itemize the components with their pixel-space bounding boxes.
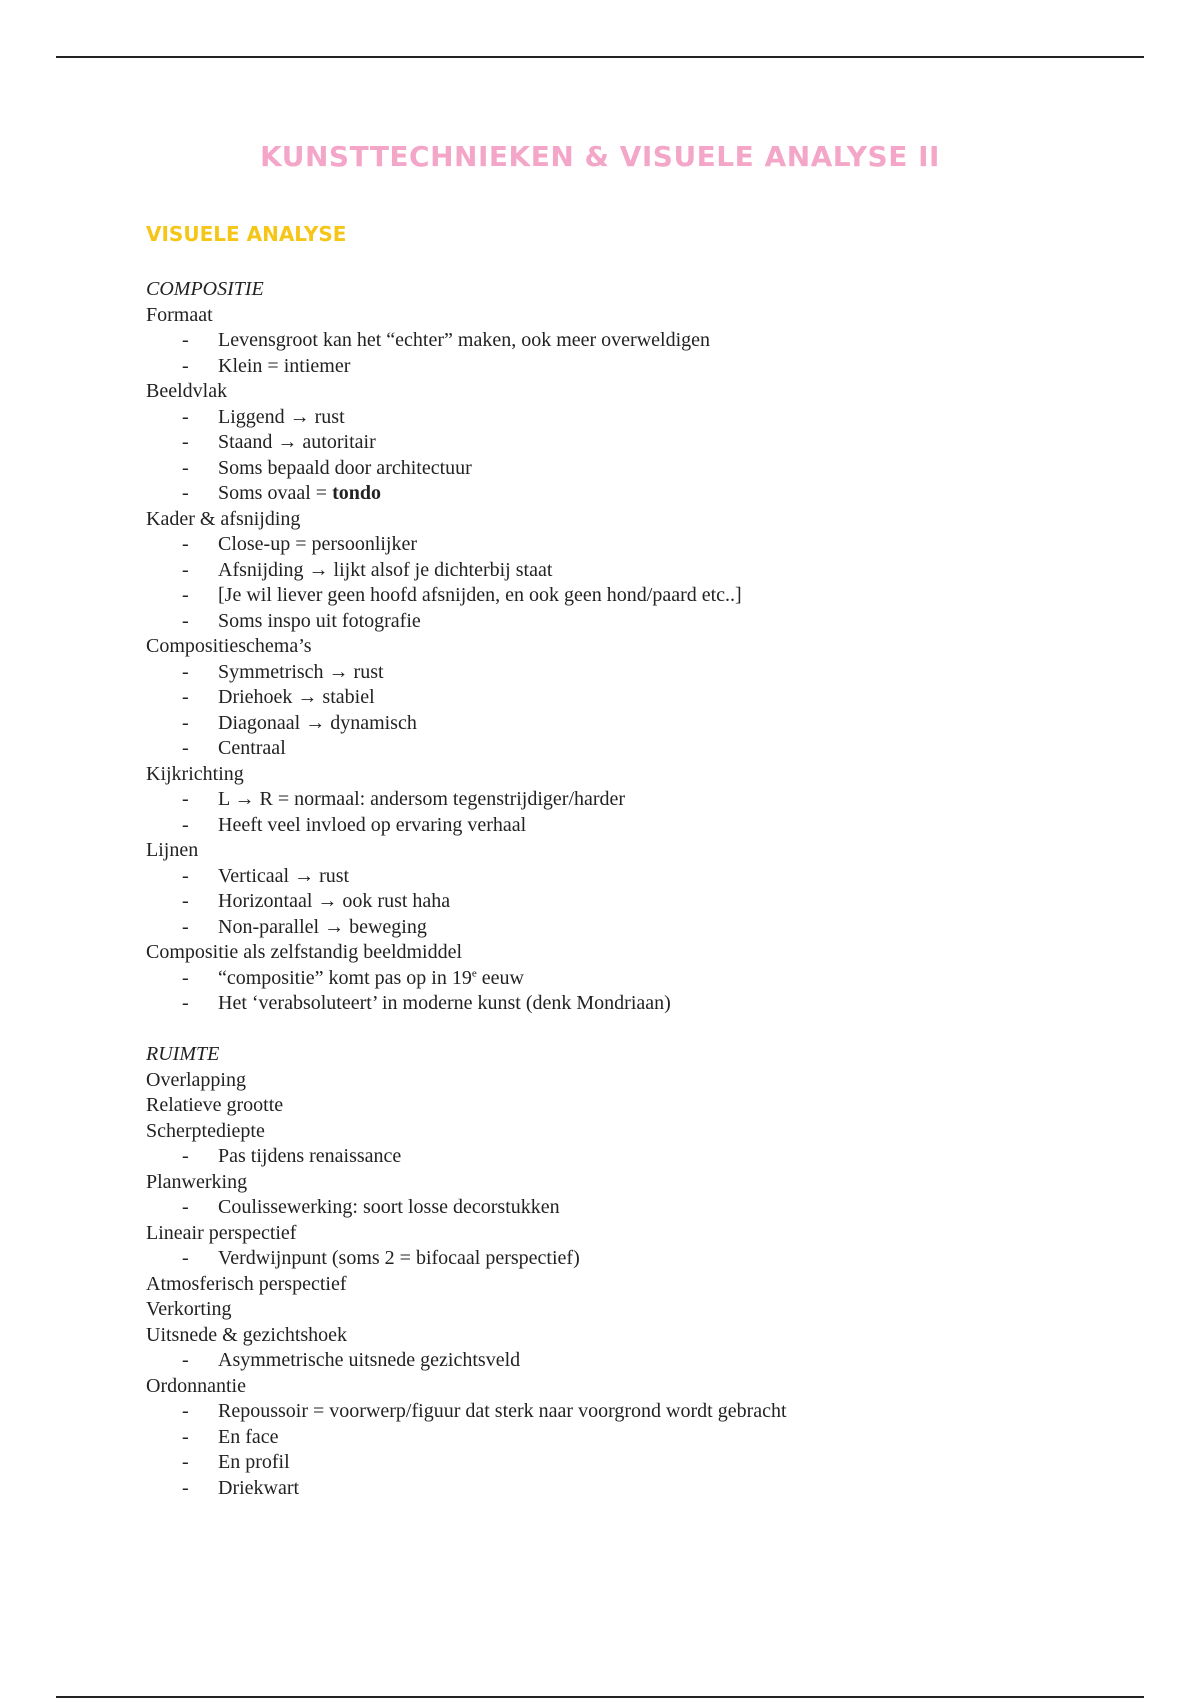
bullet-dash: - [182, 686, 189, 708]
bullet-item [146, 685, 1146, 711]
bullet-item [146, 609, 1146, 635]
bullet-dash: - [182, 405, 189, 428]
bullet-text: Horizontaal → ook rust haha [218, 890, 451, 912]
bullet-list [146, 328, 1146, 379]
bullet-text: En profil [218, 1451, 290, 1473]
bullet-text: Diagonaal → dynamisch [218, 711, 417, 734]
bullet-dash: - [182, 966, 189, 989]
bullet-text: Soms ovaal = [218, 482, 333, 504]
topic-label: Kader & afsnijding [146, 507, 301, 530]
bullet-text: Repoussoir = voorwerp/figuur dat sterk naar voorgrond wordt gebracht [218, 1400, 787, 1422]
bullet-text: Soms inspo uit fotografie [218, 609, 421, 632]
bullet-dash: - [182, 1425, 189, 1448]
bullet-dash: - [182, 660, 189, 683]
notes-section [146, 277, 1146, 1017]
bullet-dash: - [182, 533, 189, 555]
bullet-text: Verdwijnpunt (soms 2 = bifocaal perspectief) [218, 1247, 580, 1269]
bullet-item [146, 1425, 1146, 1451]
bullet-item [146, 864, 1146, 890]
section-title: COMPOSITIE [146, 278, 264, 300]
bullet-text: Coulissewerking: soort losse decorstukken [218, 1196, 560, 1218]
bullet-dash: - [182, 431, 189, 453]
bullet-text: Klein = intiemer [218, 354, 351, 377]
bold-term: tondo [332, 482, 381, 504]
bullet-list [146, 405, 1146, 507]
topic-label: Compositie als zelfstandig beeldmiddel [146, 941, 463, 963]
bullet-text: Close-up = persoonlijker [218, 533, 418, 555]
bullet-list [146, 1195, 1146, 1221]
bullet-item [146, 660, 1146, 686]
bullet-item [146, 1476, 1146, 1502]
bullet-list [146, 864, 1146, 941]
bullet-dash: - [182, 584, 189, 606]
bullet-text: Staand → autoritair [218, 431, 376, 453]
bottom-rule [56, 1696, 1144, 1698]
bullet-item [146, 966, 1146, 992]
bullet-dash: - [182, 711, 189, 734]
bullet-dash: - [182, 329, 189, 351]
topic-label: Uitsnede & gezichtshoek [146, 1323, 348, 1346]
bullet-item [146, 711, 1146, 737]
bullet-dash: - [182, 1247, 189, 1269]
bullet-list [146, 1348, 1146, 1374]
bullet-dash: - [182, 456, 189, 479]
bullet-dash: - [182, 864, 189, 887]
topic-label: Lineair perspectief [146, 1221, 297, 1244]
topic-label: Lijnen [146, 839, 199, 861]
bullet-text: Verticaal → rust [218, 864, 350, 887]
bullet-text: “compositie” komt pas op in 19 [218, 966, 472, 989]
bullet-list [146, 660, 1146, 762]
bullet-item [146, 1195, 1146, 1221]
bullet-item [146, 915, 1146, 941]
bullet-dash: - [182, 1400, 189, 1422]
bullet-list [146, 532, 1146, 634]
bullet-text: Asymmetrische uitsnede gezichtsveld [218, 1349, 521, 1371]
bullet-item [146, 813, 1146, 839]
bullet-text: Centraal [218, 737, 286, 759]
bullet-dash: - [182, 354, 189, 377]
bullet-item [146, 558, 1146, 584]
bullet-text: Driekwart [218, 1476, 300, 1499]
document-title: KUNSTTECHNIEKEN & VISUELE ANALYSE II [260, 140, 940, 173]
bullet-dash: - [182, 737, 189, 759]
bullet-list [146, 787, 1146, 838]
bullet-dash: - [182, 915, 189, 938]
topic-label: Scherptediepte [146, 1119, 265, 1142]
topic-label: Atmosferisch perspectief [146, 1272, 347, 1295]
bullet-text: Pas tijdens renaissance [218, 1145, 402, 1167]
bullet-dash: - [182, 1349, 189, 1371]
bullet-text: [Je wil liever geen hoofd afsnijden, en ook geen hond/paard etc..] [218, 584, 742, 606]
bullet-text: Soms bepaald door architectuur [218, 456, 472, 479]
bullet-item [146, 991, 1146, 1017]
bullet-dash: - [182, 482, 189, 504]
bullet-dash: - [182, 609, 189, 632]
bullet-list [146, 966, 1146, 1017]
bullet-item [146, 1246, 1146, 1272]
topic-label: Overlapping [146, 1068, 246, 1091]
bullet-text: En face [218, 1425, 279, 1448]
topic-label: Formaat [146, 303, 213, 326]
bullet-dash: - [182, 890, 189, 912]
topic-label: Ordonnantie [146, 1374, 246, 1397]
topic-label: Planwerking [146, 1170, 248, 1193]
bullet-text: eeuw [476, 966, 524, 989]
bullet-dash: - [182, 1451, 189, 1473]
bullet-text: Symmetrisch → rust [218, 660, 384, 683]
section-title: RUIMTE [146, 1043, 220, 1065]
bullet-item [146, 736, 1146, 762]
topic-label: Beeldvlak [146, 380, 228, 402]
notes-section [146, 1042, 1146, 1501]
bullet-text: Non-parallel → beweging [218, 915, 427, 938]
bullet-dash: - [182, 1145, 189, 1167]
superscript: e [471, 966, 477, 979]
bullet-list [146, 1144, 1146, 1170]
bullet-text: L → R = normaal: andersom tegenstrijdiger/harder [218, 788, 626, 810]
bullet-text: Liggend → rust [218, 405, 345, 428]
bullet-item [146, 405, 1146, 431]
topic-label: Kijkrichting [146, 762, 244, 785]
bullet-item [146, 787, 1146, 813]
bullet-item [146, 456, 1146, 482]
bullet-item [146, 481, 1146, 507]
bullet-dash: - [182, 1476, 189, 1499]
bullet-item [146, 430, 1146, 456]
bullet-dash: - [182, 1196, 189, 1218]
bullet-item [146, 1399, 1146, 1425]
bullet-text: Levensgroot kan het “echter” maken, ook meer overweldigen [218, 329, 711, 351]
bullet-dash: - [182, 813, 189, 836]
bullet-dash: - [182, 992, 189, 1014]
bullet-item [146, 1450, 1146, 1476]
section-heading: VISUELE ANALYSE [146, 222, 347, 246]
bullet-item [146, 328, 1146, 354]
bullet-text: Heeft veel invloed op ervaring verhaal [218, 813, 527, 836]
bullet-item [146, 1144, 1146, 1170]
top-rule [56, 56, 1144, 58]
topic-label: Verkorting [146, 1298, 232, 1320]
bullet-list [146, 1399, 1146, 1501]
bullet-dash: - [182, 788, 189, 810]
topic-label: Relatieve grootte [146, 1094, 284, 1116]
bullet-item [146, 532, 1146, 558]
bullet-text: Driehoek → stabiel [218, 686, 375, 708]
bullet-text: Afsnijding → lijkt alsof je dichterbij staat [218, 558, 553, 581]
bullet-item [146, 354, 1146, 380]
bullet-list [146, 1246, 1146, 1272]
bullet-item [146, 583, 1146, 609]
bullet-dash: - [182, 558, 189, 581]
document-body [146, 277, 1146, 1501]
topic-label: Compositieschema’s [146, 635, 312, 657]
bullet-text: Het ‘verabsoluteert’ in moderne kunst (denk Mondriaan) [218, 992, 671, 1014]
bullet-item [146, 889, 1146, 915]
bullet-item [146, 1348, 1146, 1374]
